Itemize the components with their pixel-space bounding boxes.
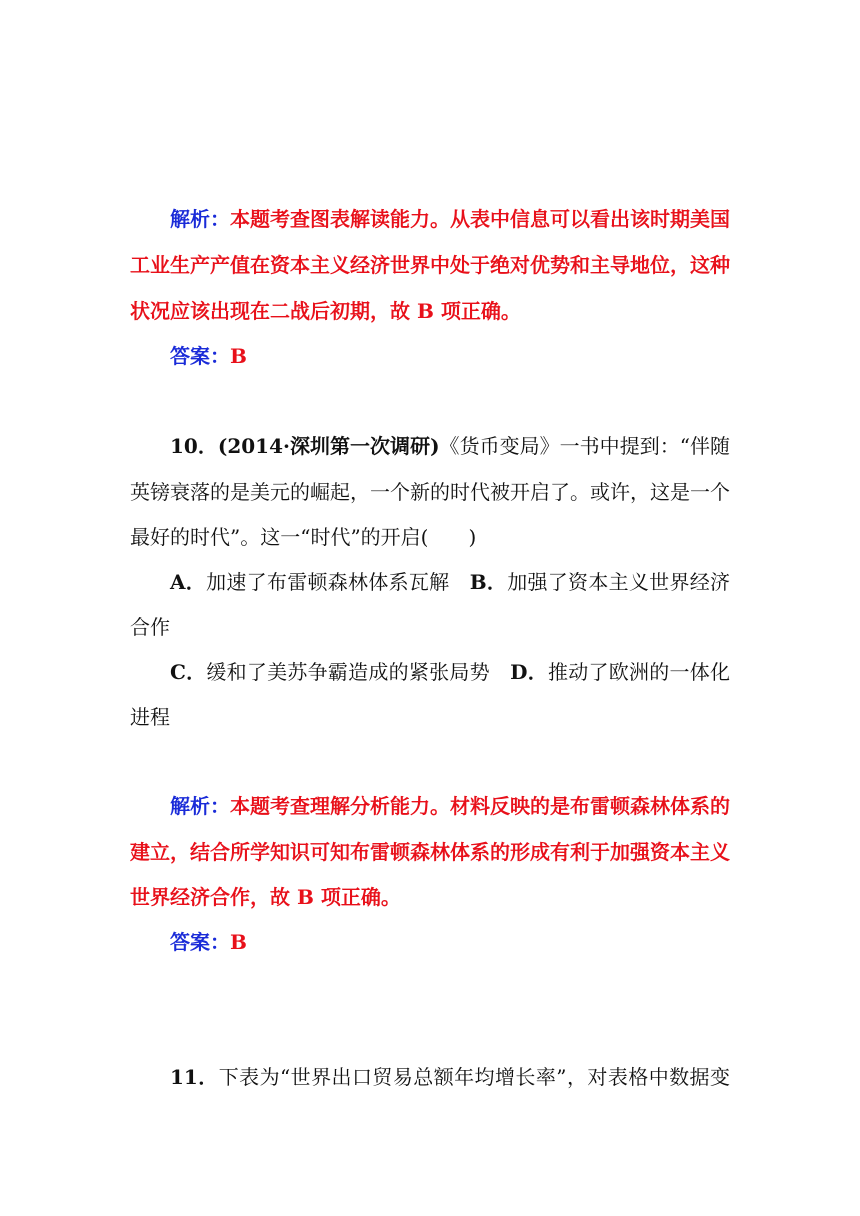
q10-stem-line-2: 英镑衰落的是美元的崛起，一个新的时代被开启了。或许，这是一个 xyxy=(130,480,730,504)
q10-explanation-line-3: 世界经济合作，故 B 项正确。 xyxy=(130,885,401,909)
q10-option-b-cont: 合作 xyxy=(130,615,170,639)
q11-stem-line-1 xyxy=(170,1063,730,1091)
q10-options-ab xyxy=(170,568,730,596)
question-number: 11． xyxy=(170,1065,219,1089)
q9-answer xyxy=(170,342,770,370)
answer-value: B xyxy=(230,344,247,368)
q10-stem-line-1 xyxy=(170,432,730,460)
explanation-text: 本题考查理解分析能力。材料反映的是布雷顿森林体系的 xyxy=(230,794,730,818)
q9-explanation-line-3: 状况应该出现在二战后初期，故 B 项正确。 xyxy=(130,299,521,323)
answer-label: 答案： xyxy=(170,930,230,954)
explanation-label: 解析： xyxy=(170,794,230,818)
option-d-text: 推动了欧洲的一体化 xyxy=(548,660,731,684)
q10-stem-line-3: 最好的时代”。这一“时代”的开启( ) xyxy=(130,525,477,549)
option-d-key: D． xyxy=(510,660,549,684)
q9-explanation-line-1 xyxy=(170,205,730,233)
option-c-key: C． xyxy=(170,660,207,684)
q10-option-d-cont: 进程 xyxy=(130,705,170,729)
q10-options-cd xyxy=(170,658,730,686)
question-source: (2014·深圳第一次调研) xyxy=(217,434,440,458)
option-a-text: 加速了布雷顿森林体系瓦解 xyxy=(206,570,450,594)
answer-value: B xyxy=(230,930,247,954)
question-stem: 《货币变局》一书中提到：“伴随 xyxy=(439,434,730,458)
q10-explanation-line-1 xyxy=(170,792,730,820)
q9-explanation-line-2: 工业生产产值在资本主义经济世界中处于绝对优势和主导地位，这种 xyxy=(130,253,730,277)
option-c-text: 缓和了美苏争霸造成的紧张局势 xyxy=(206,660,490,684)
question-number: 10． xyxy=(170,434,218,458)
explanation-label: 解析： xyxy=(170,207,230,231)
option-a-key: A． xyxy=(170,570,207,594)
q10-answer xyxy=(170,928,770,956)
option-b-key: B． xyxy=(469,570,508,594)
answer-label: 答案： xyxy=(170,344,230,368)
q10-explanation-line-2: 建立，结合所学知识可知布雷顿森林体系的形成有利于加强资本主义 xyxy=(130,840,730,864)
option-b-text: 加强了资本主义世界经济 xyxy=(507,570,731,594)
explanation-text: 本题考查图表解读能力。从表中信息可以看出该时期美国 xyxy=(230,207,730,231)
question-stem: 下表为“世界出口贸易总额年均增长率”，对表格中数据变 xyxy=(218,1065,730,1089)
